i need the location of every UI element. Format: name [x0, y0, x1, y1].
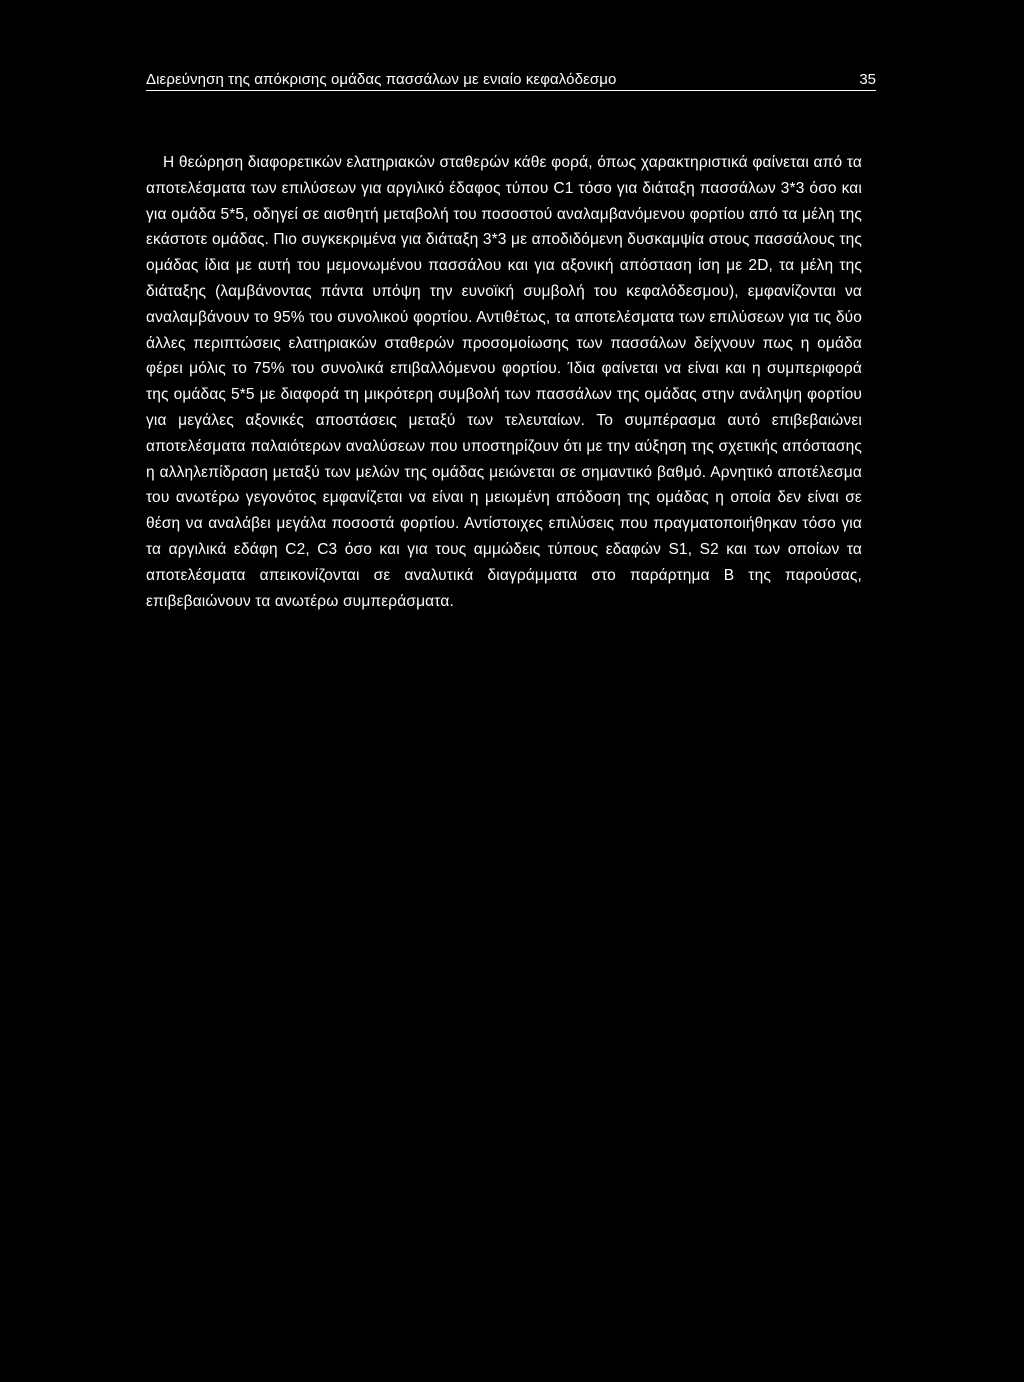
header-title: Διερεύνηση της απόκρισης ομάδας πασσάλων με ενιαίο κεφαλόδεσμο — [146, 71, 617, 88]
running-header — [146, 66, 876, 91]
page-number: 35 — [859, 71, 876, 88]
body-paragraph: Η θεώρηση διαφορετικών ελατηριακών σταθερών κάθε φορά, όπως χαρακτηριστικά φαίνεται από τα αποτελέσματα των επιλύσεων για αργιλικό έδαφος τύπου C1 τόσο για διάταξη πασσάλων 3*3 όσο και για ομάδα 5*5, οδηγεί σε αισθητή μεταβολή του ποσοστού αναλαμβανόμενου φορτίου από τα μέλη της εκάστοτε ομάδας. Πιο συγκεκριμένα για διάταξη 3*3 με αποδιδόμενη δυσκαμψία στους πασσάλους της ομάδας ίδια με αυτή του μεμονωμένου πασσάλου και για αξονική απόσταση ίση με 2D, τα μέλη της διάταξης (λαμβάνοντας πάντα υπόψη την ευνοϊκή συμβολή του κεφαλόδεσμου), εμφανίζονται να αναλαμβάνουν το 95% του συνολικού φορτίου. Αντιθέτως, τα αποτελέσματα των επιλύσεων για τις δύο άλλες περιπτώσεις ελατηριακών σταθερών προσομοίωσης των πασσάλων δείχνουν πως η ομάδα φέρει μόλις το 75% του συνολικά επιβαλλόμενου φορτίου. Ίδια φαίνεται να είναι και η συμπεριφορά της ομάδας 5*5 με διαφορά τη μικρότερη συμβολή των πασσάλων της ομάδας στην ανάληψη φορτίου για μεγάλες αξονικές αποστάσεις μεταξύ των τελευταίων. Το συμπέρασμα αυτό επιβεβαιώνει αποτελέσματα παλαιότερων αναλύσεων που υποστηρίζουν ότι με την αύξηση της σχετικής απόστασης η αλληλεπίδραση μεταξύ των μελών της ομάδας μειώνεται σε σημαντικό βαθμό. Αρνητικό αποτέλεσμα του ανωτέρω γεγονότος εμφανίζεται να είναι η μειωμένη απόδοση της ομάδας η οποία δεν είναι σε θέση να αναλάβει μεγάλα ποσοστά φορτίου. Αντίστοιχες επιλύσεις που πραγματοποιήθηκαν τόσο για τα αργιλικά εδάφη C2, C3 όσο και για τους αμμώδεις τύπους εδαφών S1, S2 και των οποίων τα αποτελέσματα απεικονίζονται σε αναλυτικά διαγράμματα στο παράρτημα Β της παρούσας, επιβεβαιώνουν τα ανωτέρω συμπεράσματα. — [146, 154, 863, 610]
